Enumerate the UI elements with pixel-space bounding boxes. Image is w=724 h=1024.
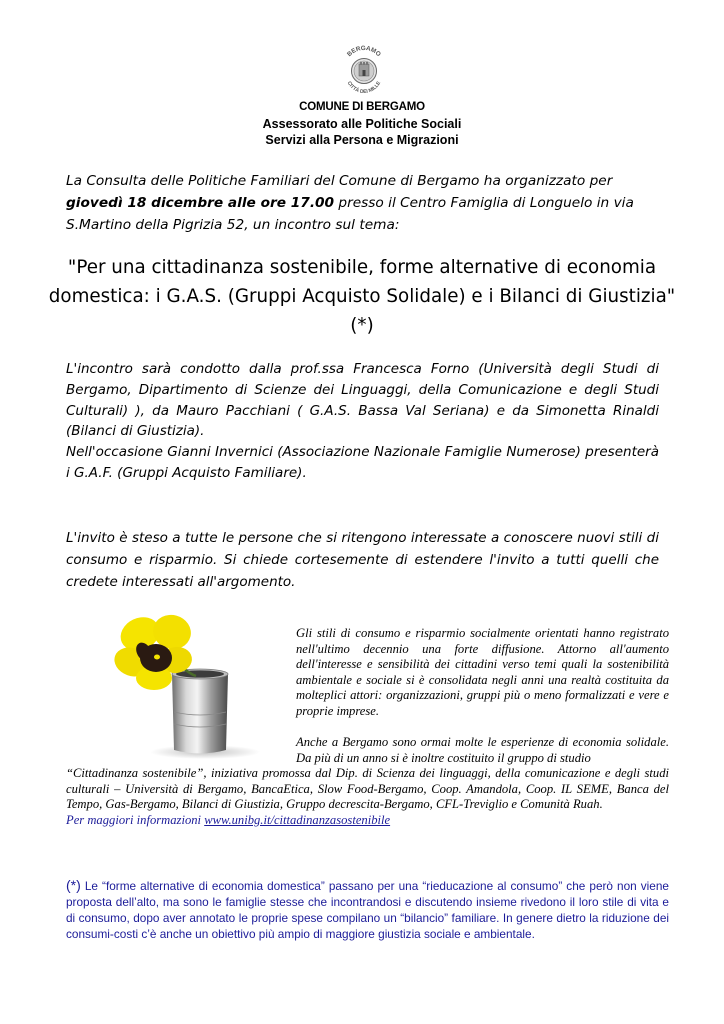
invitation-paragraph: L'invito è steso a tutte le persone che si ritengono interessate a conoscere nuovi stili di consumo e risparmio. Si chiede cortesemente di estendere l'invito a tutti quelli che credete interessati all'argomento. [66, 530, 659, 590]
intro-text-after: presso il Centro Famiglia di Longuelo in via S.Martino della Pigrizia 52, un incontro sul tema: [66, 195, 634, 233]
event-title [40, 253, 684, 340]
sidebar-paragraph-2-start: Anche a Bergamo sono ormai molte le esperienze di economia solidale. Da più di un anno si è inoltre costituito il gruppo di studio [296, 735, 669, 765]
event-title-line-3: (*) [350, 315, 374, 336]
sidebar-paragraph-2-rest: “Cittadinanza sostenibile”, iniziativa promossa dal Dip. di Scienza dei linguaggi, della comunicazione e degli studi culturali – Università di Bergamo, BancaEtica, Slow Food-Bergamo, Coop. Amandola, Coop. IL SEME, Banca del Tempo, Gas-Bergamo, Bilanci di Giustizia, Gruppo decrescita-Bergamo, CFL-Treviglio e Comunità Ruah. [66, 766, 669, 812]
more-info-line [66, 813, 669, 829]
svg-text:BERGAMO [346, 45, 382, 58]
event-title-line-2: domestica: i G.A.S. (Gruppi Acquisto Solidale) e i Bilanci di Giustizia" [48, 286, 676, 307]
event-date: giovedì 18 dicembre alle ore 17.00 [66, 195, 335, 211]
seal-text-top: BERGAMO [345, 44, 383, 59]
org-name: COMUNE DI BERGAMO [299, 101, 425, 113]
intro-text-before: La Consulta delle Politiche Familiari del Comune di Bergamo ha organizzato per [66, 173, 613, 189]
intro-paragraph [66, 170, 659, 236]
sidebar-continuation [66, 766, 669, 828]
seal-text-bottom: CITTÀ DEI MILLE [345, 80, 383, 96]
more-info-label: Per maggiori informazioni [66, 812, 202, 827]
service-name: Servizi alla Persona e Migrazioni [265, 133, 459, 147]
more-info-link[interactable]: www.unibg.it/cittadinanzasostenibile [204, 812, 391, 827]
bergamo-city-seal [339, 42, 389, 100]
footnote-mark: (*) [66, 877, 81, 893]
speakers-text: L'incontro sarà condotto dalla prof.ssa Francesca Forno (Università degli Studi di Bergamo, Dipartimento di Scienze dei Linguaggi, della Comunicazione e degli Studi Culturali) ), da Mauro Pacchiani ( G.A.S. Bassa Val Seriana) e da Simonetta Rinaldi (Bilanci di Giustizia). [66, 361, 659, 440]
footnote-text: Le “forme alternative di economia domestica” passano per una “rieducazione al consumo” che però non viene proposta dell’alto, ma sono le famiglie stesse che incontrandosi e discutendo insieme rivedono il loro stile di vita e di consumo, dopo aver annotato le proprie spese compilano un “bilancio” familiare. In genere dietro la riduzione dei consumi-costi c’è anche un obiettivo più ampio di maggiore giustizia sociale e ambientale. [66, 879, 669, 941]
event-title-line-1: "Per una cittadinanza sostenibile, forme alternative di economia [67, 257, 657, 278]
sidebar-text [296, 626, 669, 766]
footnote [66, 877, 669, 942]
speakers-paragraph [66, 359, 659, 484]
occasion-text: Nell'occasione Gianni Invernici (Associazione Nazionale Famiglie Numerose) presenterà i G.A.F. (Gruppi Acquisto Familiare). [66, 444, 659, 481]
department-name: Assessorato alle Politiche Sociali [262, 117, 462, 131]
sidebar-paragraph-1: Gli stili di consumo e risparmio socialmente orientati hanno registrato nell'ultimo decennio una forte diffusione. Attorno all'aumento dell'interesse e sensibilità dei cittadini verso temi quali la sostenibilità ambientale e sociale si è consolidata negli anni una realtà costituita da molteplici attori: organizzazioni, gruppi più o meno formalizzati e vere e proprie imprese. [296, 626, 669, 718]
flower-in-tin-can-image [110, 612, 270, 762]
